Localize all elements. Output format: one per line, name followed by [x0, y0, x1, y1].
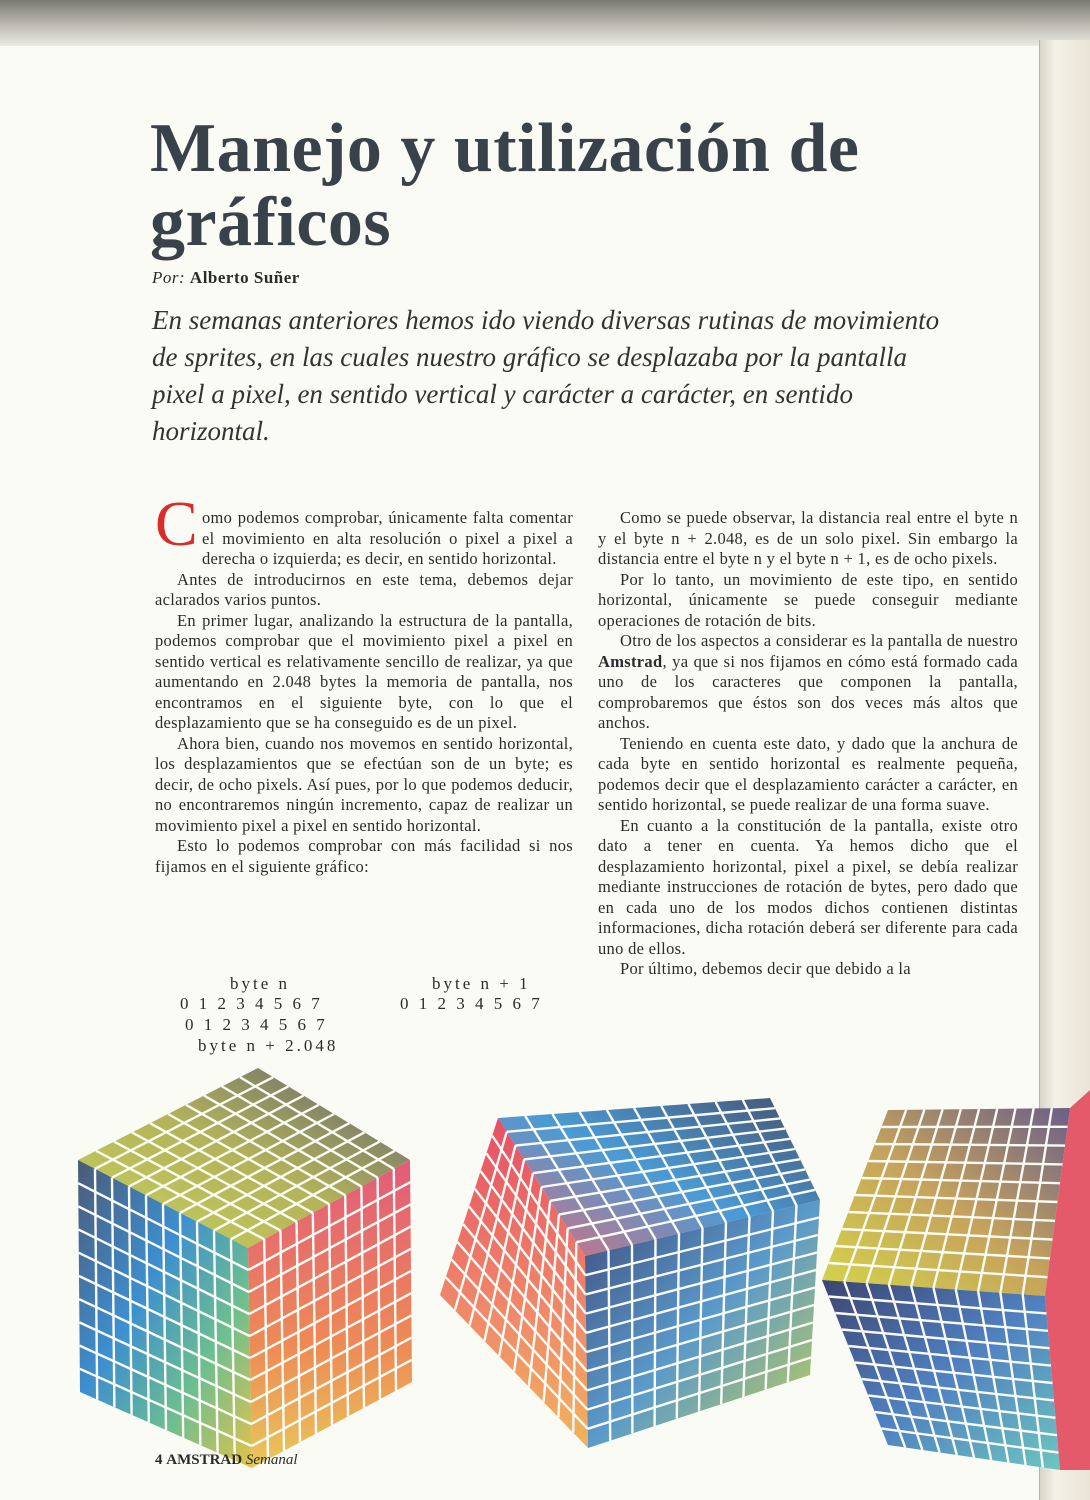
cube-left: [78, 1068, 412, 1468]
paragraph: Por lo tanto, un movimiento de este tipo, en sentido horizontal, únicamente se puede conseguir mediante operaciones de rotación de bits.: [598, 569, 1018, 630]
paragraph-text: Otro de los aspectos a considerar es la pantalla de nuestro: [620, 631, 1018, 650]
magazine-suffix: Semanal: [245, 1452, 298, 1468]
byte-n-bits: 0 1 2 3 4 5 6 7: [180, 994, 323, 1013]
byte-n1-bits: 0 1 2 3 4 5 6 7: [400, 994, 543, 1013]
author-name: Alberto Suñer: [189, 268, 300, 287]
paragraph: Como se puede observar, la distancia real entre el byte n y el byte n + 2.048, es de un solo pixel. Sin embargo la distancia entre el byte n y el byte n + 1, es de ocho pixels.: [598, 508, 1018, 568]
paragraph-text: omo podemos comprobar, únicamente falta comentar el movimiento en alta resolución o pixel a pixel a derecha o izquierda; es decir, en sentido horizontal.: [202, 508, 573, 568]
byte-n2048-bits: 0 1 2 3 4 5 6 7: [185, 1015, 328, 1034]
byte-n1-label: byte n + 1: [432, 974, 531, 993]
lead-paragraph: En semanas anteriores hemos ido viendo diversas rutinas de movimiento de sprites, en las cuales nuestro gráfico se desplazaba por la pantalla pixel a pixel, en sentido vertical y carácter a carácter, en sentido horizontal.: [152, 305, 940, 446]
amstrad-bold: Amstrad: [598, 651, 663, 671]
paragraph: En cuanto a la constitución de la pantalla, existe otro dato a tener en cuenta. Ya hemos dicho que el desplazamiento horizontal, pixel a pixel, se debía realizar mediante instrucciones de rotación de bytes, pero dado que en cada uno de los modos dichos contienen distintas informaciones, dicha rotación deberá ser diferente para cada uno de ellos.: [598, 815, 1018, 958]
byte-n2048-label: byte n + 2.048: [198, 1036, 339, 1055]
cube-middle: [440, 1098, 820, 1448]
paragraph: Teniendo en cuenta este dato, y dado que la anchura de cada byte en sentido horizontal es realmente pequeña, podemos decir que el desplazamiento carácter a carácter, en sentido horizontal, se puede realizar de una forma suave.: [598, 733, 1018, 814]
page-number: 4: [155, 1452, 163, 1468]
page-footer: [155, 1452, 298, 1469]
paragraph-text: , ya que si nos fijamos en cómo está formado cada uno de los caracteres que componen la pantalla, comprobaremos que éstos son dos veces más altos que anchos.: [598, 651, 1018, 732]
paragraph: Por último, debemos decir que debido a la: [620, 959, 911, 978]
drop-cap: C: [155, 488, 198, 559]
paragraph: En primer lugar, analizando la estructura de la pantalla, podemos comprobar que el movimiento pixel a pixel en sentido vertical es relativamente sencillo de realizar, ya que aumentando en 2.048 bytes la memoria de pantalla, nos encontramos en el siguiente byte, con lo que el desplazamiento que se ha conseguido es de un pixel.: [155, 610, 573, 732]
byte-n-label: byte n: [230, 974, 291, 993]
magazine-name: AMSTRAD: [166, 1452, 243, 1468]
article-title: Manejo y utilización de gráficos: [150, 110, 860, 261]
cube-right: [822, 1090, 1090, 1470]
byline-prefix: Por:: [152, 268, 186, 287]
paragraph: Esto lo podemos comprobar con más facilidad si nos fijamos en el siguiente gráfico:: [155, 836, 573, 876]
paragraph: Ahora bien, cuando nos movemos en sentido horizontal, los desplazamientos que se efectúan son de un byte; es decir, de ocho pixels. Así pues, por lo que podemos deducir, no encontraremos ningún incremento, capaz de realizar un movimiento pixel a pixel en sentido horizontal.: [155, 733, 573, 835]
paragraph: Antes de introducirnos en este tema, debemos dejar aclarados varios puntos.: [155, 569, 573, 609]
